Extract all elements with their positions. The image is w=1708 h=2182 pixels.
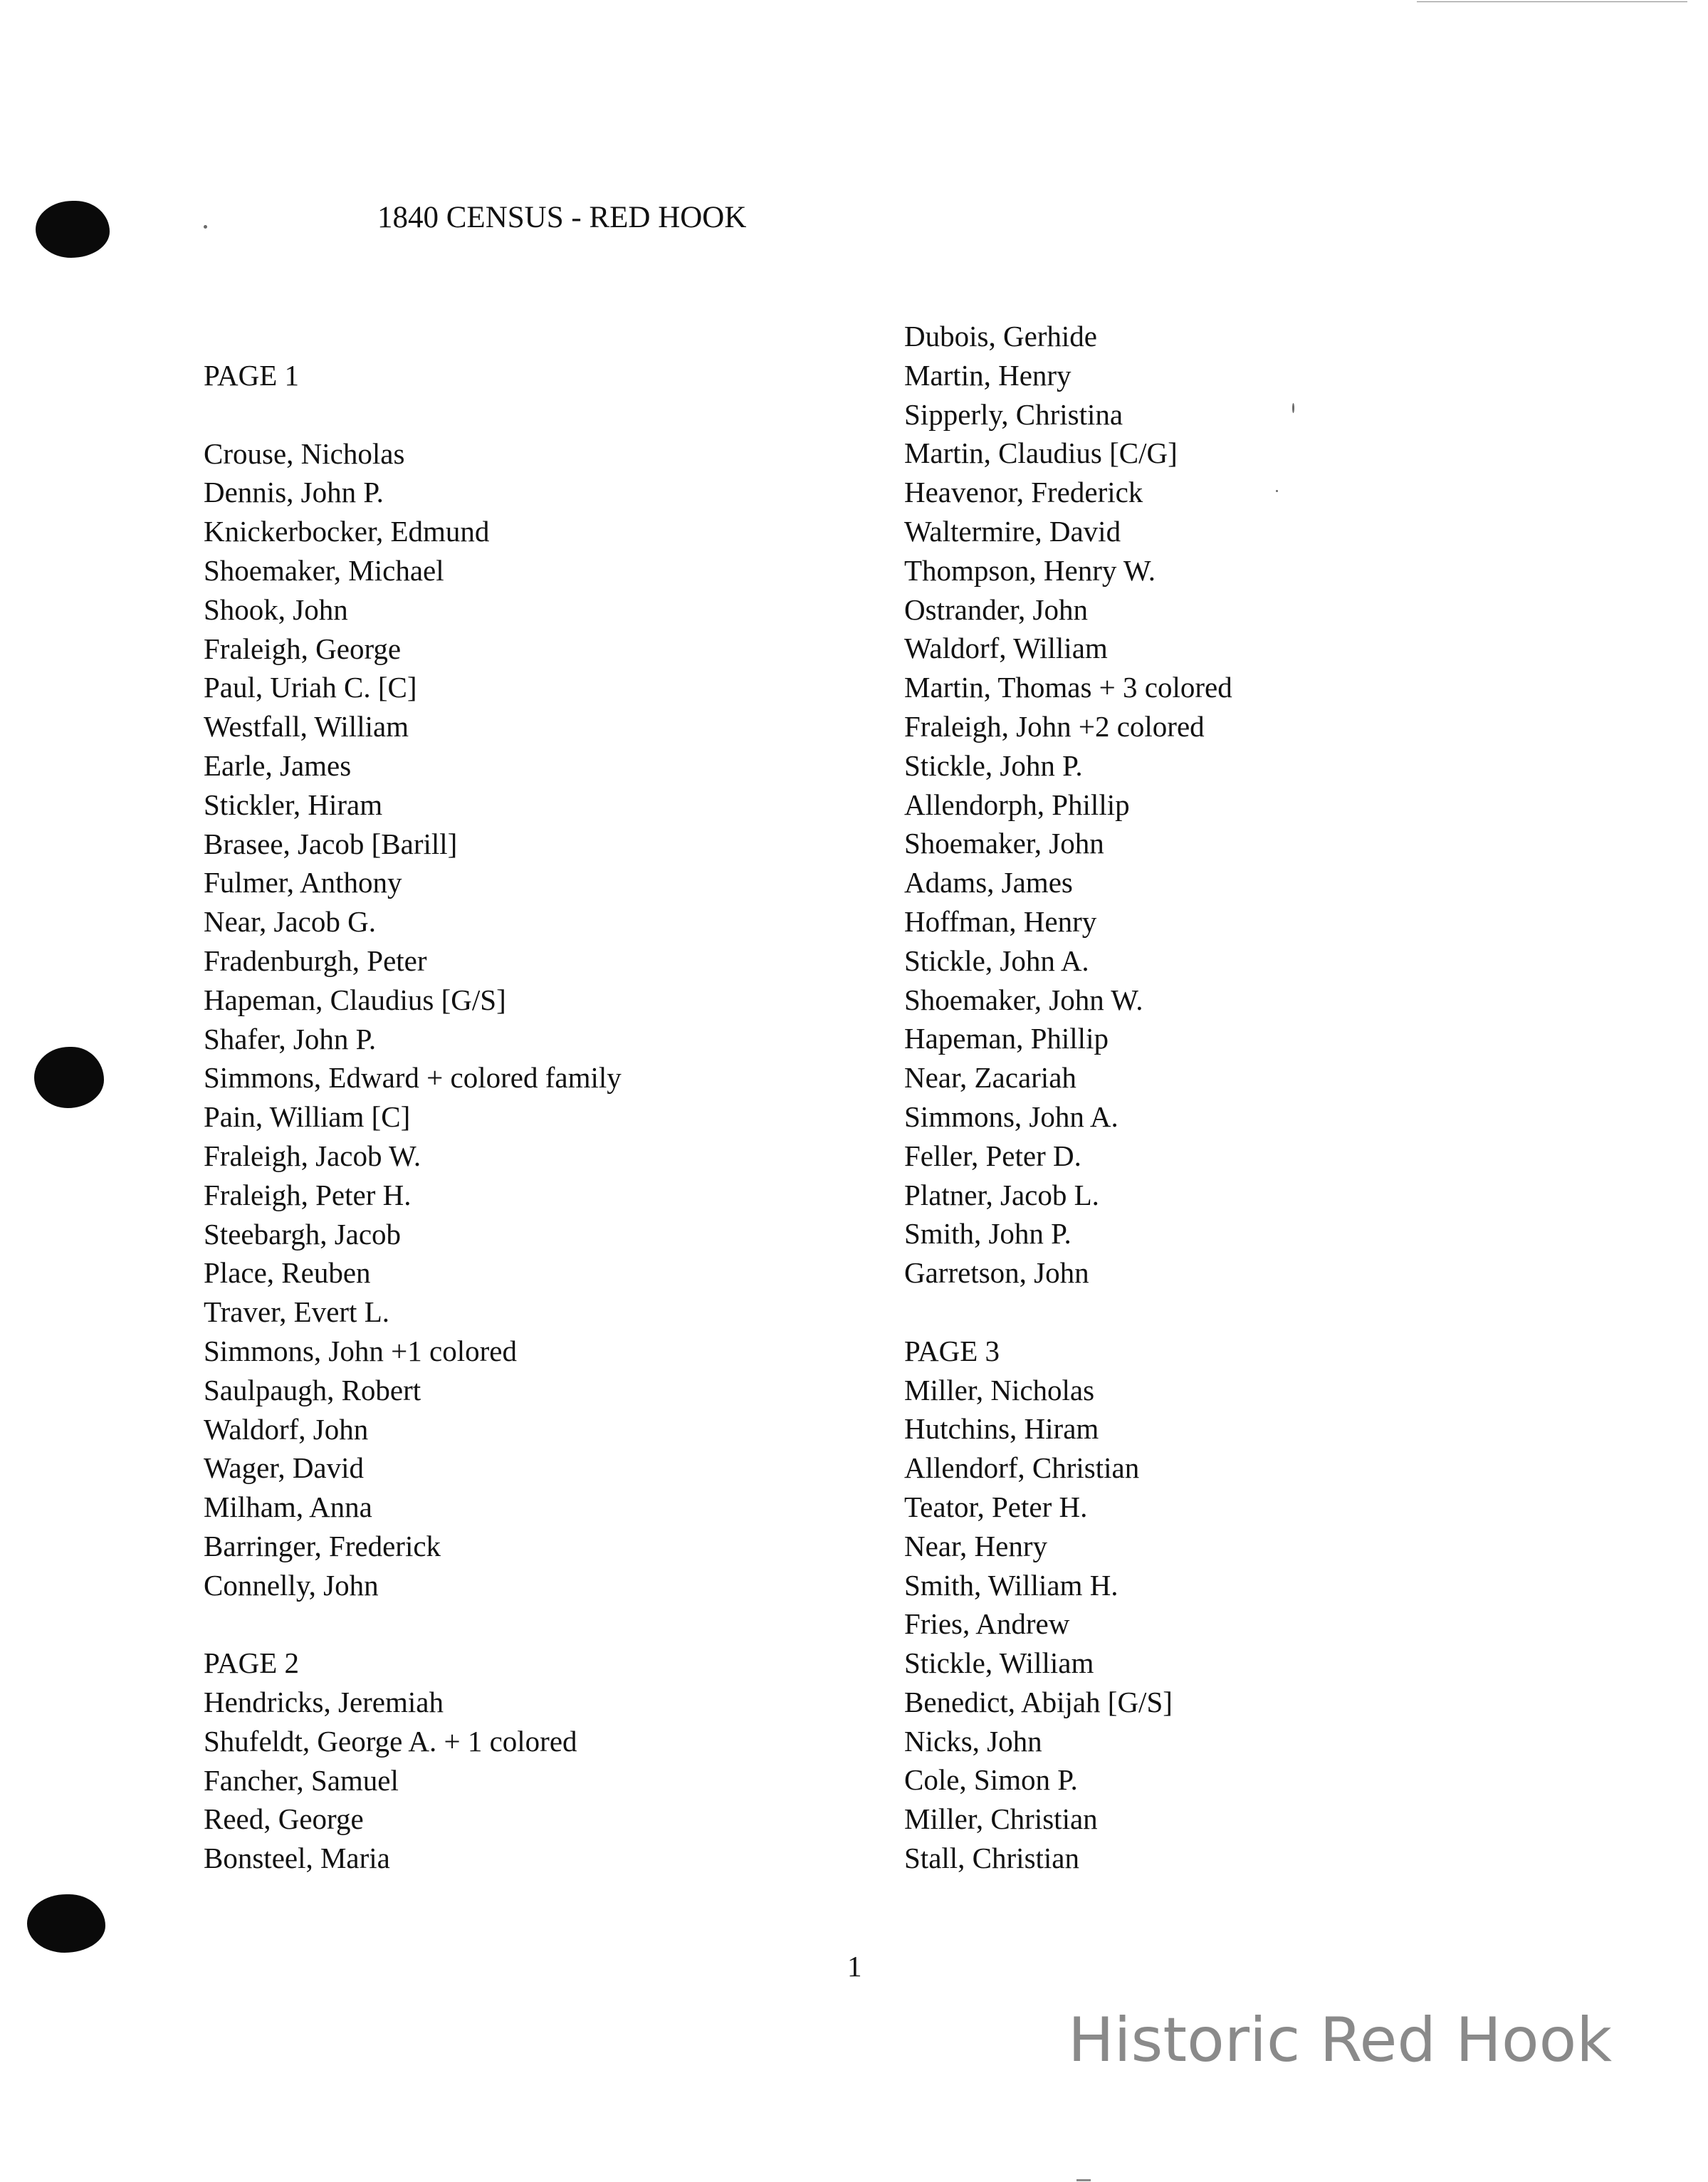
census-name: Simmons, John +1 colored — [204, 1334, 517, 1367]
census-name: Reed, George — [204, 1802, 364, 1836]
census-name: Fancher, Samuel — [204, 1763, 399, 1797]
census-name: Fulmer, Anthony — [204, 866, 402, 899]
census-name: Fraleigh, John +2 colored — [904, 709, 1205, 743]
census-name: Pain, William [C] — [204, 1100, 411, 1134]
census-name: Ostrander, John — [904, 593, 1088, 626]
census-name: Benedict, Abijah [G/S] — [904, 1685, 1173, 1718]
census-name: Adams, James — [904, 866, 1073, 899]
census-name: Milham, Anna — [204, 1491, 372, 1524]
census-name: Barringer, Frederick — [204, 1529, 441, 1562]
census-name: Fraleigh, George — [204, 632, 402, 665]
census-name: Shook, John — [204, 593, 348, 626]
census-name: Smith, William H. — [904, 1568, 1118, 1602]
punch-hole-top — [36, 201, 110, 258]
section-gap — [904, 1293, 1232, 1332]
scan-speck — [1276, 490, 1278, 492]
heading-gap — [204, 395, 622, 434]
census-name: Shoemaker, Michael — [204, 553, 444, 587]
census-name: Brasee, Jacob [Barill] — [204, 827, 458, 860]
census-name: Hapeman, Phillip — [904, 1022, 1109, 1055]
census-name: Martin, Claudius [C/G] — [904, 437, 1178, 470]
watermark: Historic Red Hook — [1068, 2005, 1613, 2076]
census-name: Waltermire, David — [904, 514, 1121, 548]
census-name: Westfall, William — [204, 710, 409, 743]
census-name: Earle, James — [204, 748, 352, 782]
census-name: Wager, David — [204, 1451, 365, 1485]
census-name: Hoffman, Henry — [904, 904, 1097, 938]
census-name: Teator, Peter H. — [904, 1490, 1088, 1523]
census-name: Paul, Uriah C. [C] — [204, 671, 417, 704]
scan-edge-mark — [1417, 1, 1687, 2]
census-name: Allendorph, Phillip — [904, 788, 1130, 821]
census-name: Simmons, John A. — [904, 1100, 1118, 1133]
census-name: Shoemaker, John — [904, 827, 1104, 860]
census-name: Cole, Simon P. — [904, 1763, 1078, 1797]
census-name: Hutchins, Hiram — [904, 1412, 1099, 1446]
census-name: Simmons, Edward + colored family — [204, 1061, 622, 1095]
census-name: Fradenburgh, Peter — [204, 944, 427, 977]
page-number: 1 — [847, 1950, 862, 1983]
census-name: Stall, Christian — [904, 1842, 1079, 1875]
census-name: Near, Jacob G. — [204, 905, 376, 939]
census-name: Feller, Peter D. — [904, 1139, 1081, 1172]
census-name: Platner, Jacob L. — [904, 1178, 1099, 1211]
census-name: Miller, Nicholas — [904, 1373, 1095, 1406]
punch-hole-bottom — [27, 1894, 105, 1953]
census-name: Connelly, John — [204, 1568, 379, 1602]
census-name: Dubois, Gerhide — [904, 320, 1098, 353]
punch-hole-middle — [34, 1047, 104, 1108]
census-name: Miller, Christian — [904, 1802, 1098, 1836]
census-name: Waldorf, John — [204, 1412, 369, 1446]
census-name: Knickerbocker, Edmund — [204, 515, 490, 548]
census-name: Fries, Andrew — [904, 1607, 1070, 1641]
census-name: Stickle, John P. — [904, 748, 1083, 782]
document-title: 1840 CENSUS - RED HOOK — [377, 201, 747, 234]
census-name: Crouse, Nicholas — [204, 437, 405, 470]
census-name: Bonsteel, Maria — [204, 1842, 390, 1875]
census-name: Smith, John P. — [904, 1217, 1072, 1251]
census-name: Waldorf, William — [904, 632, 1108, 665]
section-heading: PAGE 1 — [204, 359, 300, 392]
scan-edge-mark — [1076, 2179, 1091, 2181]
census-name: Stickle, William — [904, 1646, 1094, 1680]
census-name: Steebargh, Jacob — [204, 1217, 402, 1251]
left-column — [204, 356, 622, 1878]
census-name: Martin, Thomas + 3 colored — [904, 671, 1232, 704]
scan-speck — [1292, 403, 1294, 413]
census-name: Hapeman, Claudius [G/S] — [204, 983, 506, 1016]
census-name: Fraleigh, Peter H. — [204, 1178, 412, 1211]
scan-speck — [204, 225, 207, 229]
section-heading: PAGE 3 — [904, 1334, 1000, 1367]
census-name: Shufeldt, George A. + 1 colored — [204, 1724, 577, 1758]
census-name: Thompson, Henry W. — [904, 553, 1156, 587]
census-name: Shoemaker, John W. — [904, 983, 1143, 1016]
census-name: Traver, Evert L. — [204, 1295, 389, 1329]
right-column — [904, 317, 1232, 1878]
census-name: Stickler, Hiram — [204, 788, 383, 821]
census-name: Dennis, John P. — [204, 476, 384, 509]
census-name: Heavenor, Frederick — [904, 476, 1143, 509]
census-name: Martin, Henry — [904, 358, 1072, 392]
census-name: Place, Reuben — [204, 1256, 371, 1290]
section-heading: PAGE 2 — [204, 1646, 300, 1680]
census-name: Saulpaugh, Robert — [204, 1373, 421, 1406]
census-name: Fraleigh, Jacob W. — [204, 1139, 421, 1172]
census-name: Garretson, John — [904, 1256, 1089, 1290]
census-name: Hendricks, Jeremiah — [204, 1686, 444, 1719]
section-gap — [204, 1605, 622, 1644]
census-name: Sipperly, Christina — [904, 397, 1123, 431]
census-name: Near, Henry — [904, 1529, 1047, 1562]
census-name: Allendorf, Christian — [904, 1451, 1140, 1485]
census-name: Near, Zacariah — [904, 1061, 1076, 1095]
census-name: Stickle, John A. — [904, 944, 1089, 977]
census-name: Nicks, John — [904, 1724, 1042, 1758]
census-name: Shafer, John P. — [204, 1022, 377, 1055]
